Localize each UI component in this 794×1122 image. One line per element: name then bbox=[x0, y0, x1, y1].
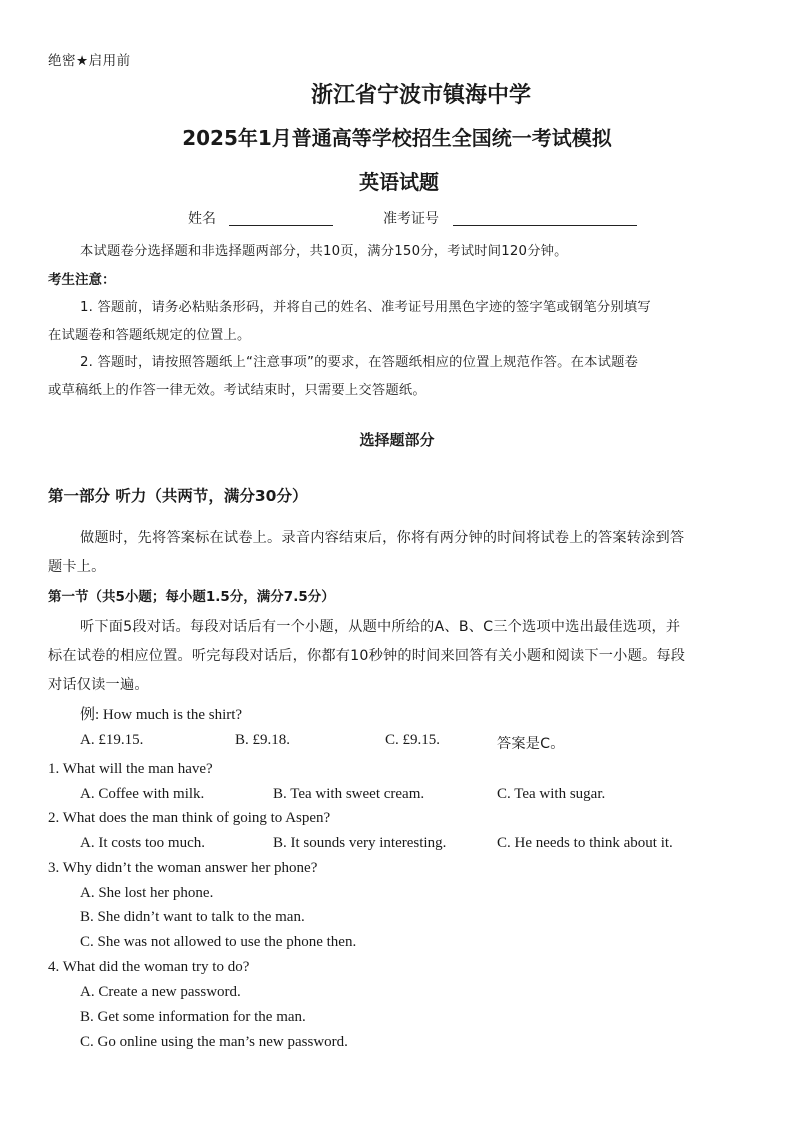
example-option-c: C. £9.15. bbox=[385, 732, 441, 748]
part1-instruction-line1: 做题时，先将答案标在试卷上。录音内容结束后，你将有两分钟的时间将试卷上的答案转涂到答 bbox=[80, 530, 685, 546]
q2-option-b: B. It sounds very interesting. bbox=[273, 835, 447, 851]
section1-instruction-line1: 听下面5段对话。每段对话后有一个小题，从题中所给的A、B、C三个选项中选出最佳选项，并 bbox=[80, 619, 681, 635]
q2-option-c: C. He needs to think about it. bbox=[497, 835, 673, 851]
confidential-mark: 绝密★启用前 bbox=[48, 53, 131, 69]
exam-summary: 本试题卷分选择题和非选择题两部分，共10页，满分150分，考试时间120分钟。 bbox=[80, 244, 568, 259]
section1-instruction-line2: 标在试卷的相应位置。听完每段对话后，你都有10秒钟的时间来回答有关小题和阅读下一小题。每段 bbox=[48, 648, 686, 664]
q3-option-c: C. She was not allowed to use the phone then. bbox=[80, 934, 357, 950]
exam-id-blank[interactable] bbox=[453, 225, 637, 226]
q4-option-b: B. Get some information for the man. bbox=[80, 1009, 306, 1025]
exam-id-label: 准考证号 bbox=[383, 211, 439, 227]
section1-heading: 第一节（共5小题；每小题1.5分，满分7.5分） bbox=[48, 589, 335, 605]
notice-2-line1: 2. 答题时，请按照答题纸上“注意事项”的要求，在答题纸相应的位置上规范作答。在本试题卷 bbox=[80, 355, 639, 370]
notice-2-line2: 或草稿纸上的作答一律无效。考试结束时，只需要上交答题纸。 bbox=[48, 383, 426, 398]
section-title: 选择题部分 bbox=[359, 431, 435, 449]
q4-option-c: C. Go online using the man’s new password. bbox=[80, 1034, 348, 1050]
q1-option-b: B. Tea with sweet cream. bbox=[273, 786, 425, 802]
example-option-b: B. £9.18. bbox=[235, 732, 291, 748]
question-3: 3. Why didn’t the woman answer her phone? bbox=[48, 860, 318, 876]
school-title: 浙江省宁波市镇海中学 bbox=[310, 83, 531, 108]
part1-heading: 第一部分 听力（共两节，满分30分） bbox=[48, 487, 308, 505]
part1-instruction-line2: 题卡上。 bbox=[48, 559, 106, 575]
notice-1-line2: 在试题卷和答题纸规定的位置上。 bbox=[48, 328, 251, 343]
name-label: 姓名 bbox=[188, 211, 216, 227]
example-option-a: A. £19.15. bbox=[80, 732, 144, 748]
question-1: 1. What will the man have? bbox=[48, 761, 213, 777]
example-question: 例: How much is the shirt? bbox=[80, 707, 243, 723]
section1-instruction-line3: 对话仅读一遍。 bbox=[48, 677, 149, 693]
q1-option-c: C. Tea with sugar. bbox=[497, 786, 606, 802]
subject-title: 英语试题 bbox=[359, 170, 439, 194]
example-answer: 答案是C。 bbox=[497, 736, 565, 752]
q2-option-a: A. It costs too much. bbox=[80, 835, 205, 851]
notice-heading: 考生注意： bbox=[48, 272, 116, 288]
notice-1-line1: 1. 答题前，请务必粘贴条形码，并将自己的姓名、准考证号用黑色字迹的签字笔或钢笔分别填写 bbox=[80, 300, 651, 315]
question-4: 4. What did the woman try to do? bbox=[48, 959, 250, 975]
exam-title: 2025年1月普通高等学校招生全国统一考试模拟 bbox=[182, 126, 612, 150]
q1-option-a: A. Coffee with milk. bbox=[80, 786, 205, 802]
q4-option-a: A. Create a new password. bbox=[80, 984, 241, 1000]
q3-option-a: A. She lost her phone. bbox=[80, 885, 214, 901]
name-blank[interactable] bbox=[229, 225, 333, 226]
question-2: 2. What does the man think of going to Aspen? bbox=[48, 810, 331, 826]
q3-option-b: B. She didn’t want to talk to the man. bbox=[80, 909, 305, 925]
